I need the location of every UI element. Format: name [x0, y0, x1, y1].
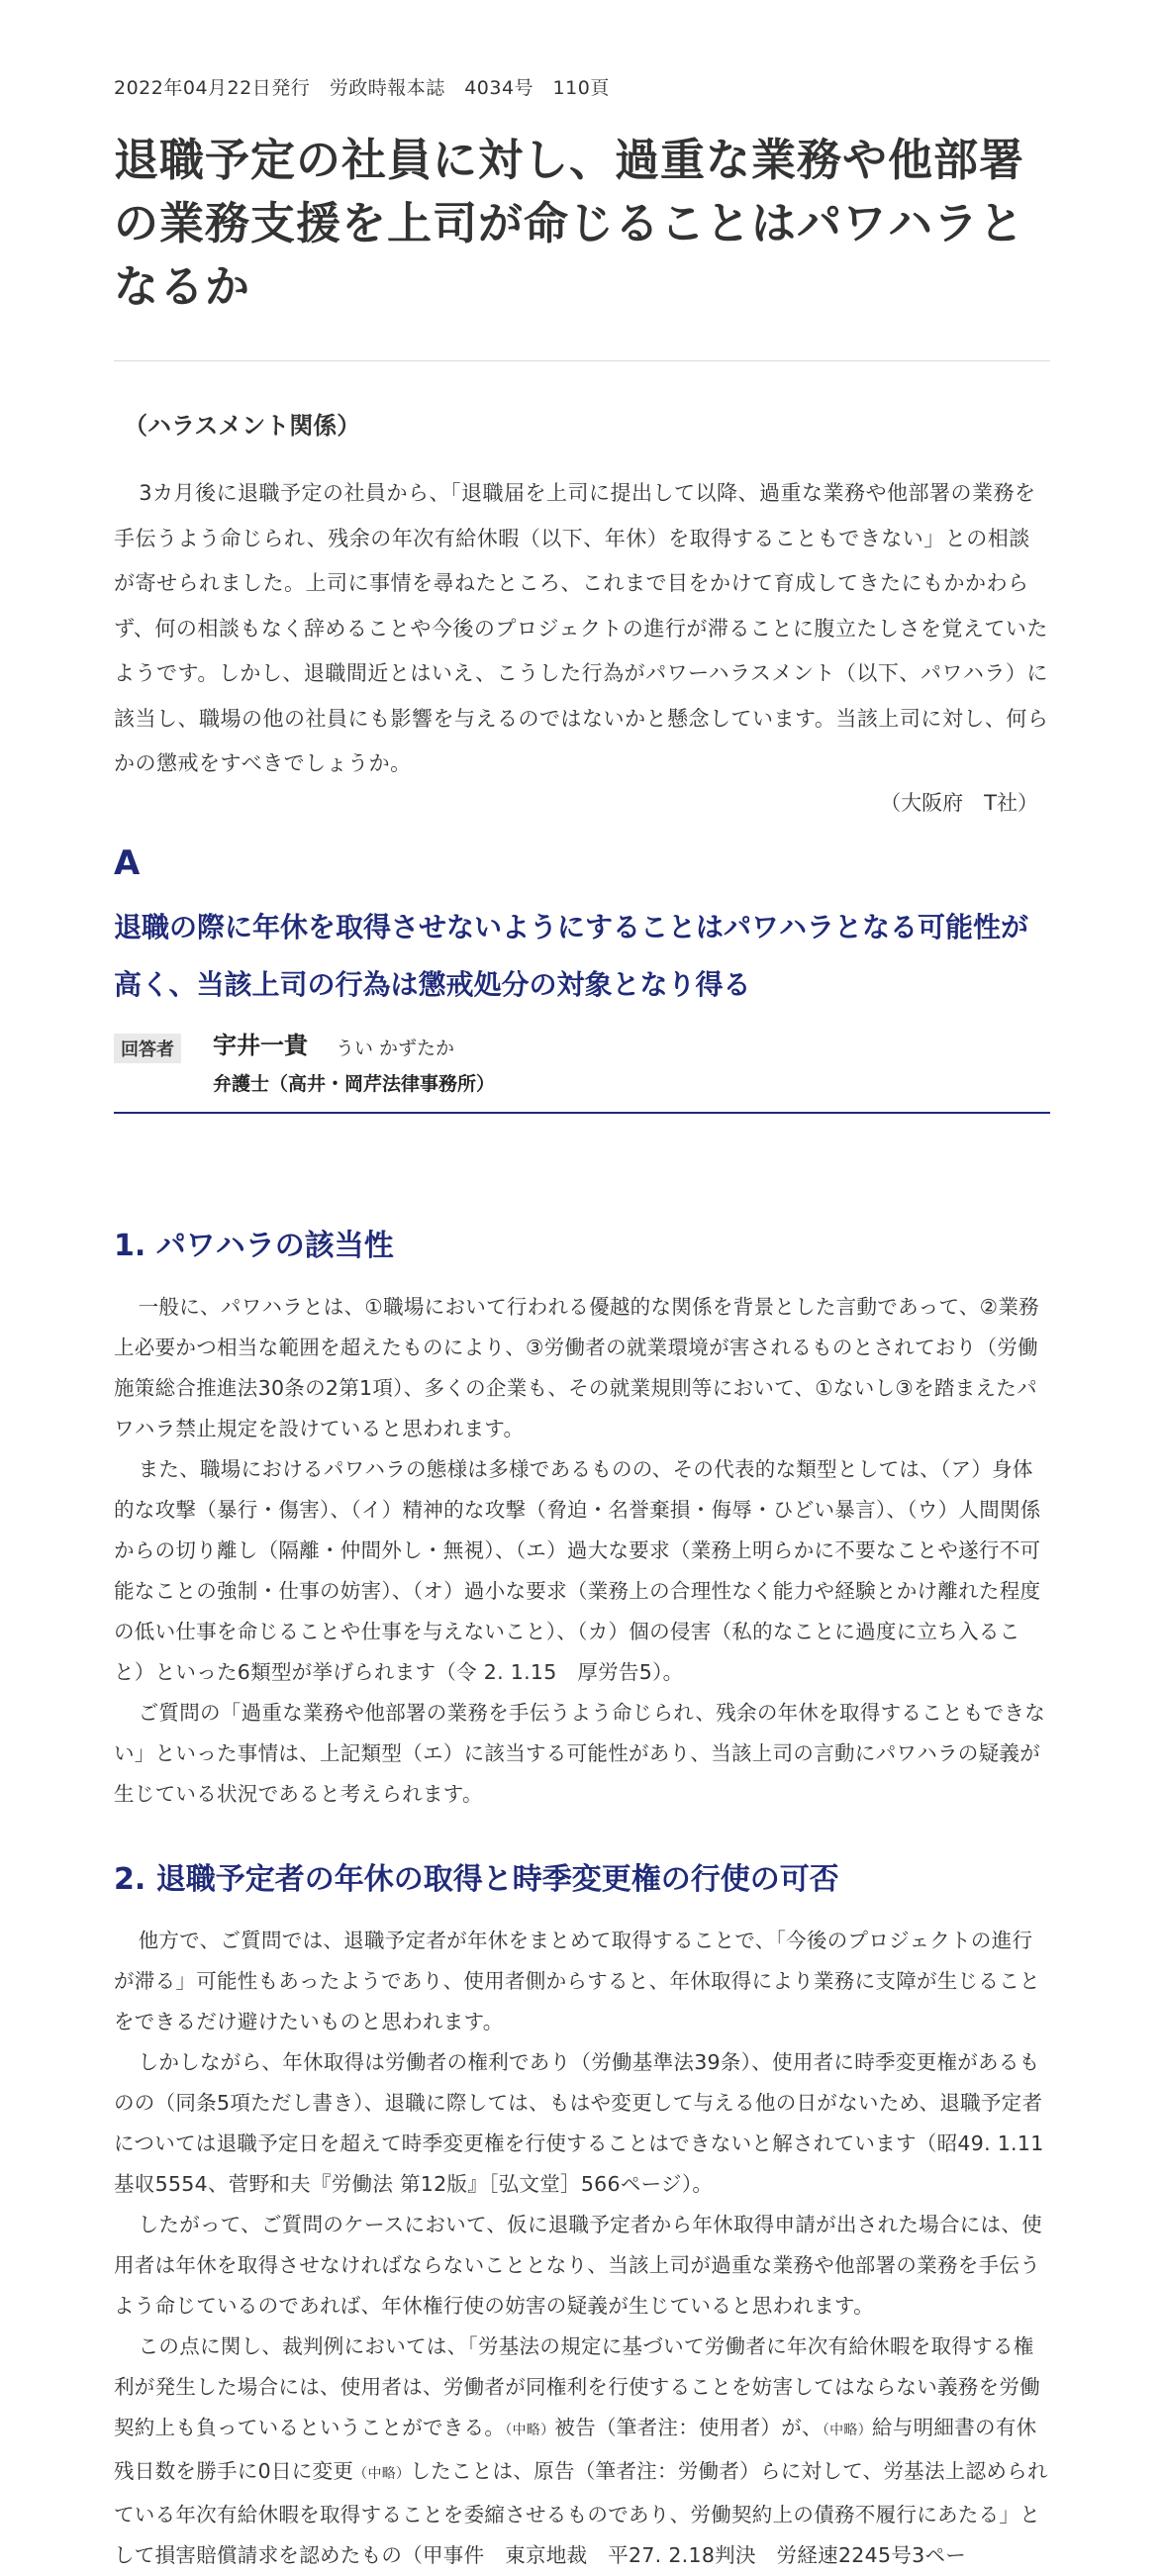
answer-label: A [114, 843, 141, 883]
omission-mark: （中略） [353, 2466, 411, 2482]
answerer-office: 弁護士（高井・岡芹法律事務所） [213, 1073, 496, 1095]
p4-text-1: この点に関し、裁判例においては、「労基法の規定に基づいて労働者に年次有給休暇を取得する権利が発生した場合には、使用者は、労働者が同権利を行使することを妨害してはならない義務を労働契約上も負っているということができる。 [114, 2334, 1040, 2439]
section-1-heading: 1. パワハラの該当性 [114, 1229, 394, 1263]
question-text: 3カ月後に退職予定の社員から、「退職届を上司に提出して以降、過重な業務や他部署の業務を手伝うよう命じられ、残余の年次有給休暇（以下、年休）を取得することもできない」との相談が寄せられました。上司に事情を尋ねたところ、これまで目をかけて育成してきたにもかかわらず、何の相談もなく辞めることや今後のプロジェクトの進行が滞ることに腹立たしさを覚えていたようです。しかし、退職間近とはいえ、こうした行為がパワーハラスメント（以下、パワハラ）に該当し、職場の他の社員にも影響を与えるのではないかと懸念しています。当該上司に対し、何らかの懲戒をすべきでしょうか。 [114, 481, 1049, 775]
section-1-paragraph: また、職場におけるパワハラの態様は多様であるものの、その代表的な類型としては、（ア）身体的な攻撃（暴行・傷害）、（イ）精神的な攻撃（脅迫・名誉棄損・侮辱・ひどい暴言）、（ウ）人間関係からの切り離し（隔離・仲間外し・無視）、（エ）過大な要求（業務上明らかに不要なことや遂行不可能なことの強制・仕事の妨害）、（オ）過小な要求（業務上の合理性なく能力や経験とかけ離れた程度の低い仕事を命じることや仕事を与えないこと）、（カ）個の侵害（私的なことに過度に立ち入ること）といった6類型が挙げられます（令 2. 1.15 厚労告5）。 [114, 1457, 1041, 1684]
section-2-paragraph: 他方で、ご質問では、退職予定者が年休をまとめて取得することで、「今後のプロジェクトの進行が滞る」可能性もあったようであり、使用者側からすると、年休取得により業務に支障が生じることをできるだけ避けたいものと思われます。 [114, 1929, 1040, 2033]
answer-heading: 退職の際に年休を取得させないようにすることはパワハラとなる可能性が高く、当該上司の行為は懲戒処分の対象となり得る [114, 911, 1029, 1001]
answerer-divider [114, 1112, 1050, 1114]
question-sender: （大阪府 T社） [880, 791, 1038, 815]
section-1-body [114, 1287, 1050, 1815]
article-title: 退職予定の社員に対し、過重な業務や他部署の業務支援を上司が命じることはパワハラとなるか [114, 134, 1025, 313]
answerer-name: 宇井一貴 [213, 1032, 308, 1059]
category-label: （ハラスメント関係） [124, 412, 361, 440]
section-2-heading: 2. 退職予定者の年休の取得と時季変更権の行使の可否 [114, 1862, 839, 1897]
p4-text-4: したことは、原告（筆者注：労働者）らに対して、労基法上認められている年次有給休暇を取得することを委縮させるものであり、労働契約上の債務不履行にあたる」として損害賠償請求を認めたもの（甲事件 東京地裁 平27. 2.18判決 労経速2245号3ペー [114, 2459, 1048, 2567]
section-2-paragraph-case-law [114, 2327, 1050, 2576]
title-divider [114, 360, 1050, 361]
section-2-paragraph: しかしながら、年休取得は労働者の権利であり（労働基準法39条）、使用者に時季変更権があるものの（同条5項ただし書き）、退職に際しては、もはや変更して与える他の日がないため、退職予定者については退職予定日を超えて時季変更権を行使することはできないと解されています（昭49. 1.11 基収5554、菅野和夫『労働法 第12版』［弘文堂］566ページ）。 [114, 2050, 1065, 2196]
p4-text-2: 被告（筆者注：使用者）が、 [554, 2416, 823, 2439]
answerer-block [114, 1026, 1050, 1115]
answerer-tag: 回答者 [114, 1034, 181, 1063]
section-2-body [114, 1921, 1065, 2576]
answerer-reading: うい かずたか [336, 1038, 455, 1059]
omission-mark: （中略） [505, 2423, 555, 2438]
section-1-paragraph: 一般に、パワハラとは、①職場において行われる優越的な関係を背景とした言動であって、②業務上必要かつ相当な範囲を超えたものにより、③労働者の就業環境が害されるものとされており（労働施策総合推進法30条の2第1項）、多くの企業も、その就業規則等において、①ないし③を踏まえたパワハラ禁止規定を設けていると思われます。 [114, 1295, 1039, 1440]
omission-mark: （中略） [822, 2423, 873, 2438]
section-2-paragraph: したがって、ご質問のケースにおいて、仮に退職予定者から年休取得申請が出された場合には、使用者は年休を取得させなければならないこととなり、当該上司が過重な業務や他部署の業務を手伝うよう命じているのであれば、年休権行使の妨害の疑義が生じていると思われます。 [114, 2213, 1042, 2318]
publication-meta: 2022年04月22日発行 労政時報本誌 4034号 110頁 [114, 77, 610, 99]
p4-text-3: 給与明細書の有休残日数を勝手に0日に変更 [114, 2416, 1037, 2483]
section-1-paragraph: ご質問の「過重な業務や他部署の業務を手伝うよう命じられ、残余の年休を取得することもできない」といった事情は、上記類型（エ）に該当する可能性があり、当該上司の言動にパワハラの疑義が生じている状況であると考えられます。 [114, 1701, 1046, 1806]
